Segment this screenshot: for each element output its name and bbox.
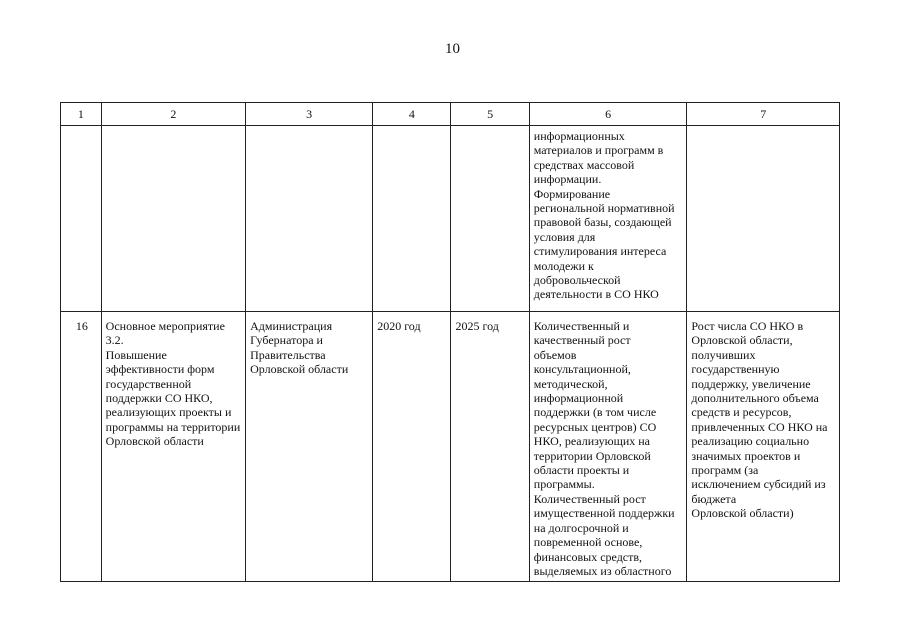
table-cell bbox=[687, 312, 840, 582]
table-header-row bbox=[61, 103, 840, 126]
program-table bbox=[60, 102, 840, 582]
table-cell bbox=[101, 312, 245, 582]
table-cell bbox=[687, 126, 840, 312]
table-cell bbox=[246, 126, 373, 312]
activity-name: Основное мероприятие 3.2. Повышение эффективности форм государственной поддержки СО НКО, реализующих проекты и программы на территории Орловской области bbox=[105, 319, 241, 449]
responsible-executor: Администрация Губернатора и Правительства Орловской области bbox=[250, 319, 349, 377]
header-cell: 5 bbox=[451, 103, 529, 126]
header-cell: 2 bbox=[101, 103, 245, 126]
table-row bbox=[61, 312, 840, 582]
table-cell bbox=[451, 126, 529, 312]
table-cell bbox=[61, 126, 102, 312]
start-year-cell: 2020 год bbox=[373, 312, 451, 582]
expected-results-text: информационных материалов и программ в средствах массовой информации. Формирование региональной нормативной правовой базы, создающей условия для стимулирования интереса молодежи к добровольческой деятельности в СО НКО bbox=[533, 129, 675, 302]
end-year-cell: 2025 год bbox=[451, 312, 529, 582]
table-cell bbox=[101, 126, 245, 312]
header-cell: 6 bbox=[529, 103, 687, 126]
page-number: 10 bbox=[445, 41, 460, 57]
table-cell bbox=[246, 312, 373, 582]
row-number: 16 bbox=[61, 312, 102, 582]
header-cell: 1 bbox=[61, 103, 102, 126]
table-cell bbox=[529, 126, 687, 312]
header-cell: 7 bbox=[687, 103, 840, 126]
table-cell bbox=[373, 126, 451, 312]
expected-results-text: Количественный и качественный рост объемов консультационной, методической, информационной поддержки (в том числе ресурсных центров) СО НКО, реализующих на территории Орловской области проекты и программы. Количественный рост имущественной поддержки на долгосрочной и повременной основе, финансовых средств, выделяемых из областного bbox=[533, 319, 675, 578]
indicator-link-text: Рост числа СО НКО в Орловской области, получивших государственную поддержку, увеличение дополнительного объема средств и ресурсов, привлеченных СО НКО на реализацию социально значимых проектов и программ (за исключением субсидий из бюджета Орловской области) bbox=[691, 319, 828, 521]
table-cell bbox=[529, 312, 687, 582]
header-cell: 4 bbox=[373, 103, 451, 126]
table-row bbox=[61, 126, 840, 312]
header-cell: 3 bbox=[246, 103, 373, 126]
